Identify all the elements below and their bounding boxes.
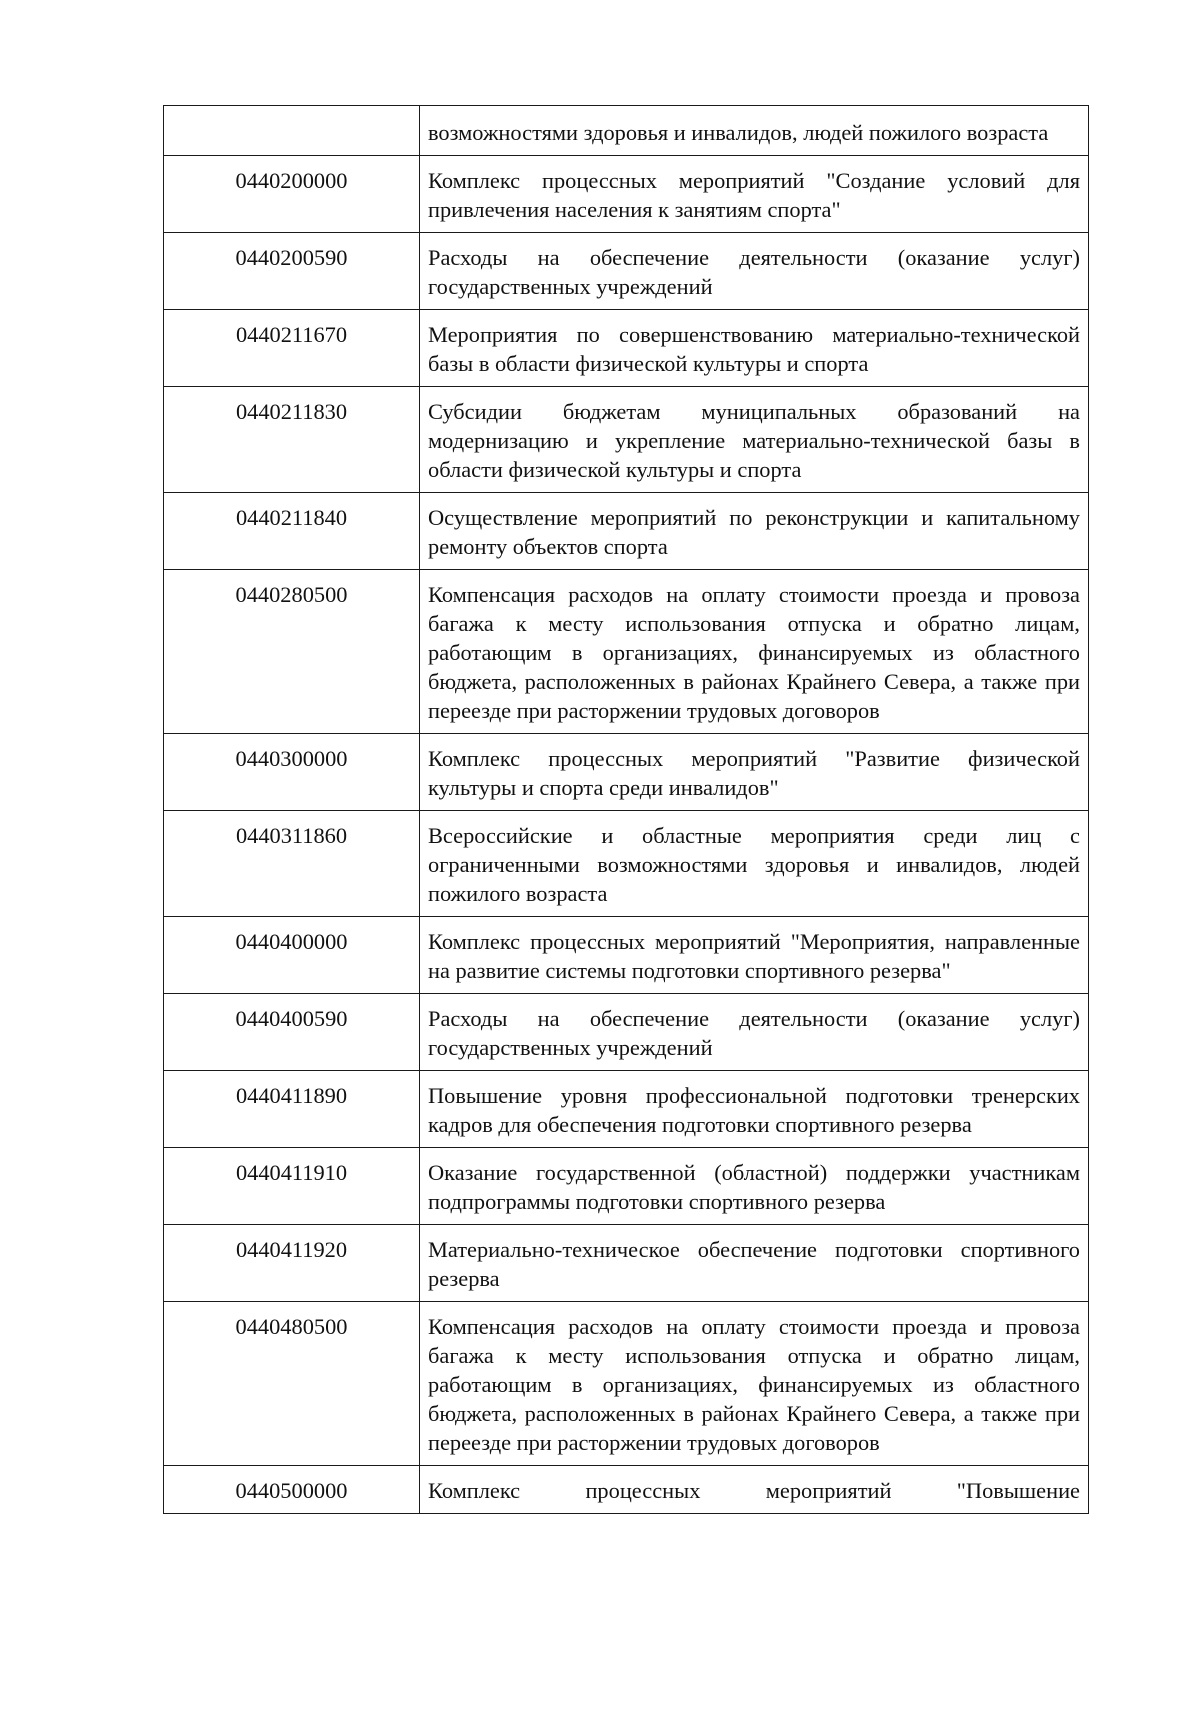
table-row [164,1225,1089,1302]
row-description: Повышение уровня профессиональной подготовки тренерских кадров для обеспечения подготовки спортивного резерва [420,1071,1089,1148]
row-code: 0440411920 [164,1225,420,1302]
row-description: Комплекс процессных мероприятий "Создание условий для привлечения населения к занятиям спорта" [420,156,1089,233]
table-row [164,310,1089,387]
row-description: Компенсация расходов на оплату стоимости проезда и провоза багажа к месту использования отпуска и обратно лицам, работающим в организациях, финансируемых из областного бюджета, расположенных в районах Крайнего Севера, а также при переезде при расторжении трудовых договоров [420,1302,1089,1466]
table-row [164,387,1089,493]
row-code: 0440211670 [164,310,420,387]
table-row [164,233,1089,310]
table-row [164,106,1089,156]
row-code: 0440400000 [164,917,420,994]
row-description: Комплекс процессных мероприятий "Мероприятия, направленные на развитие системы подготовки спортивного резерва" [420,917,1089,994]
row-code: 0440200000 [164,156,420,233]
row-description: Всероссийские и областные мероприятия среди лиц с ограниченными возможностями здоровья и инвалидов, людей пожилого возраста [420,811,1089,917]
row-description: Компенсация расходов на оплату стоимости проезда и провоза багажа к месту использования отпуска и обратно лицам, работающим в организациях, финансируемых из областного бюджета, расположенных в районах Крайнего Севера, а также при переезде при расторжении трудовых договоров [420,570,1089,734]
row-description: Комплекс процессных мероприятий "Повышение [420,1466,1089,1514]
row-code: 0440311860 [164,811,420,917]
row-description: Комплекс процессных мероприятий "Развитие физической культуры и спорта среди инвалидов" [420,734,1089,811]
row-description: возможностями здоровья и инвалидов, людей пожилого возраста [420,106,1089,156]
row-description: Оказание государственной (областной) поддержки участникам подпрограммы подготовки спортивного резерва [420,1148,1089,1225]
row-description: Расходы на обеспечение деятельности (оказание услуг) государственных учреждений [420,233,1089,310]
row-code: 0440211830 [164,387,420,493]
row-description: Осуществление мероприятий по реконструкции и капитальному ремонту объектов спорта [420,493,1089,570]
table-row [164,994,1089,1071]
table-row [164,493,1089,570]
table-row [164,1071,1089,1148]
row-code: 0440300000 [164,734,420,811]
table-row [164,1302,1089,1466]
table-row [164,156,1089,233]
row-code: 0440400590 [164,994,420,1071]
row-code: 0440500000 [164,1466,420,1514]
budget-classification-table [163,105,1089,1514]
row-code [164,106,420,156]
row-description: Мероприятия по совершенствованию материально-технической базы в области физической культуры и спорта [420,310,1089,387]
row-code: 0440411890 [164,1071,420,1148]
row-code: 0440280500 [164,570,420,734]
row-description: Расходы на обеспечение деятельности (оказание услуг) государственных учреждений [420,994,1089,1071]
table-row [164,1148,1089,1225]
row-code: 0440200590 [164,233,420,310]
table-row [164,811,1089,917]
table-row [164,917,1089,994]
table-row [164,734,1089,811]
row-description: Субсидии бюджетам муниципальных образований на модернизацию и укрепление материально-технической базы в области физической культуры и спорта [420,387,1089,493]
table-row [164,570,1089,734]
table-row [164,1466,1089,1514]
row-description: Материально-техническое обеспечение подготовки спортивного резерва [420,1225,1089,1302]
row-code: 0440480500 [164,1302,420,1466]
row-code: 0440411910 [164,1148,420,1225]
row-code: 0440211840 [164,493,420,570]
